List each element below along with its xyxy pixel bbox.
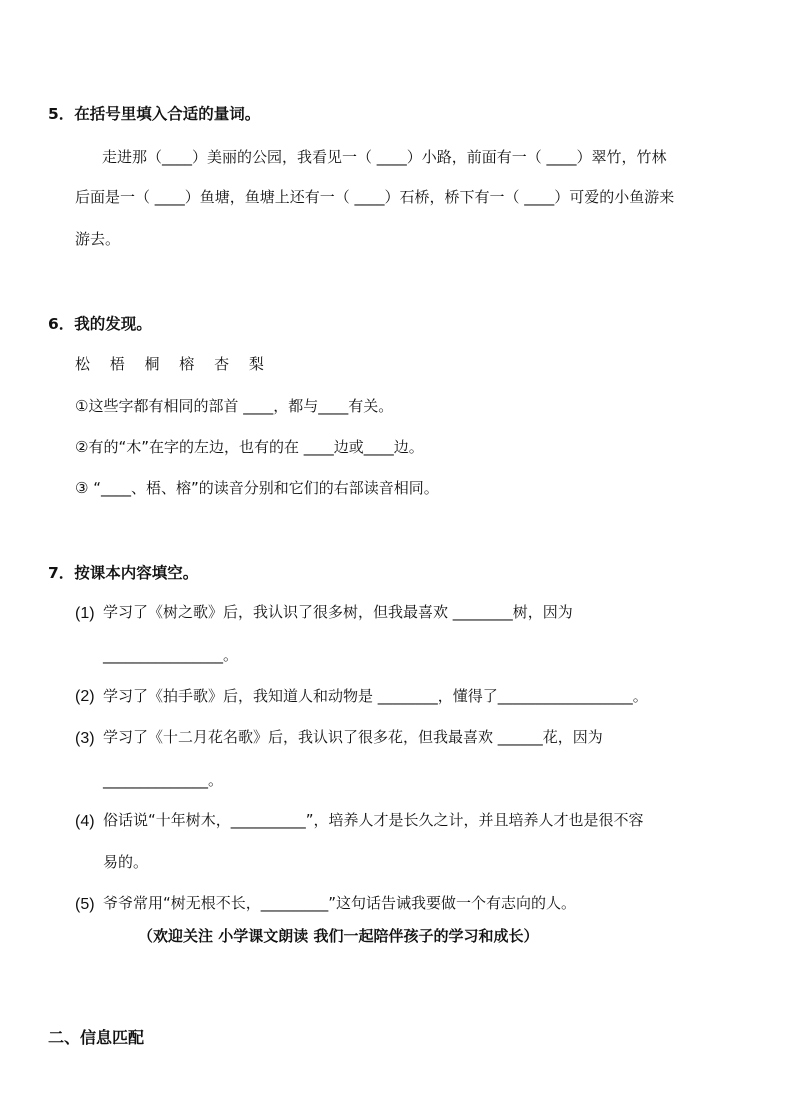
promo-slogan: （欢迎关注 小学课文朗读 我们一起陪伴孩子的学习和成长）	[138, 927, 539, 945]
q7-item-2-line-1: 学习了《拍手歌》后，我知道人和动物是 ________，懂得了__________________。	[103, 687, 648, 705]
q7-title: 7．按课本内容填空。	[48, 564, 199, 582]
q7-item-5-line-1: 爷爷常用“树无根不长，_________”这句话告诫我要做一个有志向的人。	[103, 894, 577, 912]
q7-item-5-number: (5)	[75, 896, 95, 913]
section-heading: 二、信息匹配	[48, 1028, 145, 1047]
q5-line-2: 后面是一（ ____）鱼塘，鱼塘上还有一（ ____）石桥，桥下有一（ ____）可爱的小鱼游来	[75, 188, 675, 206]
q7-item-4-line-1: 俗话说“十年树木，__________”，培养人才是长久之计，并且培养人才也是很不容	[103, 811, 644, 829]
q7-item-2-number: (2)	[75, 688, 95, 705]
q7-item-1-number: (1)	[75, 605, 95, 622]
q6-item-1: ①这些字都有相同的部首 ____，都与____有关。	[75, 397, 394, 415]
q7-item-3-line-1: 学习了《十二月花名歌》后，我认识了很多花，但我最喜欢 ______花，因为	[103, 728, 603, 746]
q6-characters: 松 梧 桐 榕 杏 梨	[75, 355, 264, 373]
q7-item-1-line-2: ________________。	[103, 646, 239, 664]
q7-item-4-number: (4)	[75, 813, 95, 830]
q5-line-3: 游去。	[75, 230, 121, 248]
q5-line-1: 走进那（____）美丽的公园，我看见一（ ____）小路，前面有一（ ____）翠竹，竹林	[102, 148, 667, 166]
q5-title: 5．在括号里填入合适的量词。	[48, 105, 261, 123]
q6-item-2: ②有的“木”在字的左边，也有的在 ____边或____边。	[75, 438, 424, 456]
q6-item-3: ③ “____、梧、榕”的读音分别和它们的右部读音相同。	[75, 479, 439, 497]
q7-item-4-line-2: 易的。	[103, 853, 149, 871]
q7-item-3-line-2: ______________。	[103, 771, 224, 789]
q7-item-1-line-1: 学习了《树之歌》后，我认识了很多树，但我最喜欢 ________树，因为	[103, 603, 573, 621]
q6-title: 6．我的发现。	[48, 315, 152, 333]
q7-item-3-number: (3)	[75, 730, 95, 747]
